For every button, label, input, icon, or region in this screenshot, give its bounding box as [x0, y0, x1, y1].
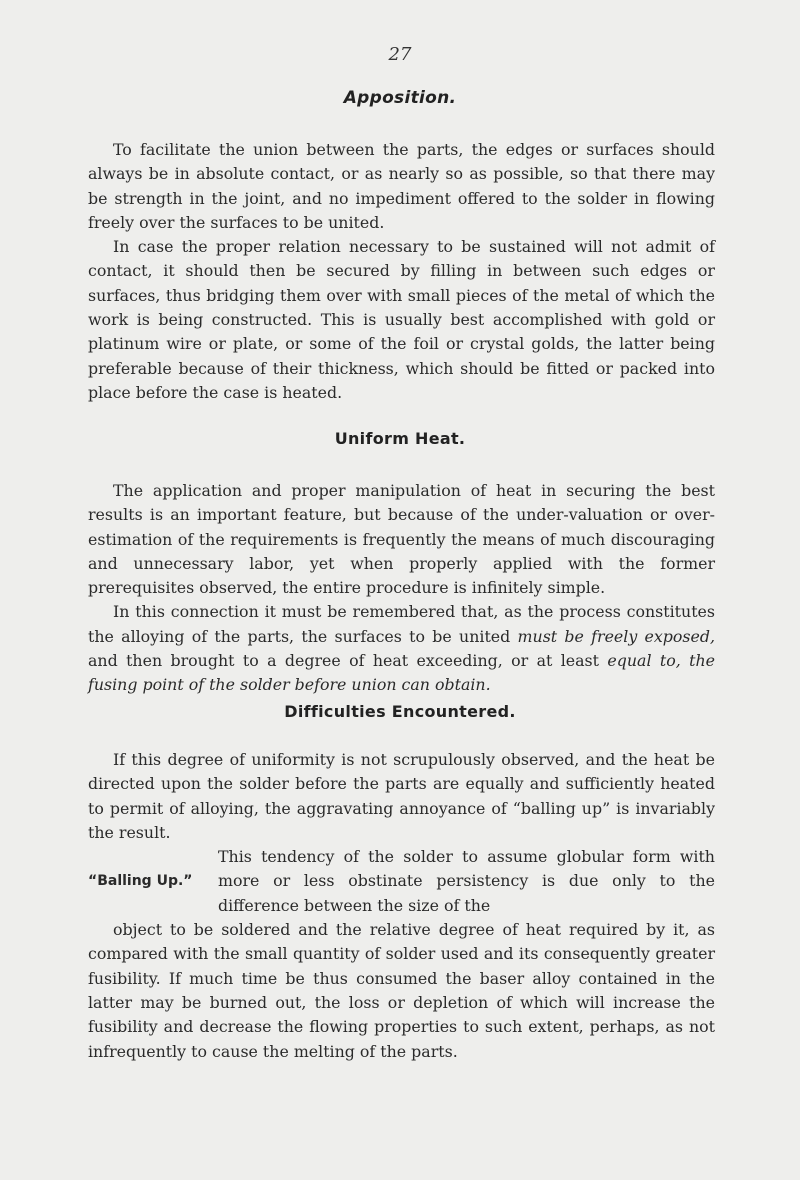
section-heading-uniform-heat: Uniform Heat.	[334, 429, 466, 448]
page-number: 27	[388, 44, 412, 65]
emphasis-text: must be freely exposed,	[517, 626, 715, 646]
paragraph-text: In this connection it must be remembered that, as the process constitutes the alloying of the parts, the surfaces to be united	[88, 602, 715, 646]
paragraph-text: and then brought to a degree of heat exceeding, or at least	[88, 651, 608, 671]
paragraph	[88, 600, 715, 697]
paragraph: To facilitate the union between the parts, the edges or surfaces should always be in absolute contact, or as nearly so as possible, so that there may be strength in the joint, and no impediment offered to the solder in flowing freely over the surfaces to be united.	[88, 140, 715, 232]
section-heading-apposition: Apposition.	[343, 88, 457, 108]
section-heading-difficulties: Difficulties Encountered.	[284, 702, 516, 721]
paragraph-continuation: object to be soldered and the relative degree of heat required by it, as compared with the small quantity of solder used and its consequently greater fusibility. If much time be thus consumed the baser alloy contained in the latter may be burned out, the loss or depletion of which will increase the fusibility and decrease the flowing properties to such extent, perhaps, as not infrequently to cause the melting of the parts.	[88, 920, 715, 1061]
emphasis-text: equal to, the fusing point of the solder before union can obtain.	[88, 651, 716, 695]
sidenote-label: “Balling Up.”	[88, 873, 193, 890]
section-body-uniform-heat	[88, 479, 715, 698]
paragraph: The application and proper manipulation of heat in securing the best results is an important feature, but because of the under-valuation or over-estimation of the requirements is frequently the means of much discouraging and unnecessary labor, yet when properly applied with the former prerequisites observed, the entire procedure is infinitely simple.	[88, 481, 715, 598]
section-body-difficulties	[88, 748, 715, 1064]
sidenote-text: This tendency of the solder to assume globular form with more or less obstinate persistency is due only to the difference between the size of the	[218, 847, 715, 915]
sidenote-row	[88, 845, 715, 918]
section-body-apposition	[88, 138, 715, 405]
paragraph: In case the proper relation necessary to be sustained will not admit of contact, it should then be secured by filling in between such edges or surfaces, thus bridging them over with small pieces of the metal of which the work is being constructed. This is usually best accomplished with gold or platinum wire or plate, or some of the foil or crystal golds, the latter being preferable because of their thickness, which should be fitted or packed into place before the case is heated.	[88, 237, 715, 402]
paragraph: If this degree of uniformity is not scrupulously observed, and the heat be directed upon the solder before the parts are equally and sufficiently heated to permit of alloying, the aggravating annoyance of “balling up” is invariably the result.	[88, 750, 715, 842]
